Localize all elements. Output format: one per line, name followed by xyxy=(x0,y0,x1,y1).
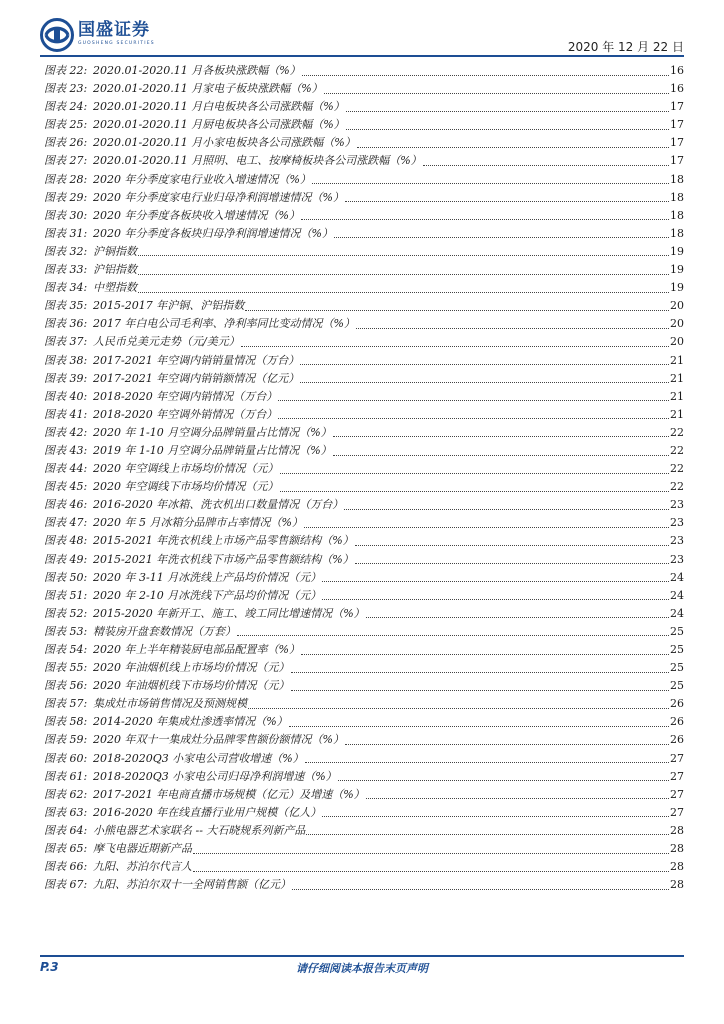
dot-leader xyxy=(345,193,669,202)
figure-title: 人民币兑美元走势（元/美元） xyxy=(93,335,240,349)
toc-entry[interactable] xyxy=(44,333,684,351)
toc-entry[interactable] xyxy=(44,514,684,532)
dot-leader xyxy=(301,646,669,655)
figure-title: 2020.01-2020.11 月照明、电工、按摩椅板块各公司涨跌幅（%） xyxy=(93,154,422,168)
dot-leader xyxy=(305,754,669,763)
figure-label: 图表 50: xyxy=(44,570,88,584)
figure-label: 图表 56: xyxy=(44,679,88,693)
page-ref: 18 xyxy=(670,226,684,240)
figure-title: 2020.01-2020.11 月各板块涨跌幅（%） xyxy=(93,64,301,77)
figure-title: 2020 年分季度各板块归母净利润增速情况（%） xyxy=(93,226,333,240)
dot-leader xyxy=(423,157,669,166)
disclaimer-note: 请仔细阅读本报告末页声明 xyxy=(296,962,428,975)
toc-entry[interactable] xyxy=(44,641,684,659)
page-ref: 26 xyxy=(670,697,684,711)
toc-entry[interactable] xyxy=(44,352,684,370)
dot-leader xyxy=(278,410,669,419)
dot-leader xyxy=(289,718,669,727)
page-ref: 23 xyxy=(670,552,684,566)
dot-leader xyxy=(334,229,669,238)
figure-label: 图表 60: xyxy=(44,751,88,765)
figure-title: 2020 年 5 月冰箱分品牌市占率情况（%） xyxy=(93,516,303,530)
figure-title: 2020 年空调线下市场均价情况（元） xyxy=(93,480,279,494)
figure-title: 精装房开盘套数情况（万套） xyxy=(93,624,236,638)
figure-title: 2020 年 3-11 月冰洗线上产品均价情况（元） xyxy=(93,570,322,584)
figure-title: 2020.01-2020.11 月厨电板块各公司涨跌幅（%） xyxy=(93,118,345,132)
page-ref: 17 xyxy=(670,154,684,168)
page-ref: 26 xyxy=(670,733,684,747)
page-ref: 22 xyxy=(670,462,684,476)
dot-leader xyxy=(366,790,669,799)
page-ref: 16 xyxy=(670,64,684,77)
toc-entry[interactable] xyxy=(44,62,684,80)
page-ref: 22 xyxy=(670,480,684,494)
toc-entry[interactable] xyxy=(44,279,684,297)
toc-entry[interactable] xyxy=(44,804,684,822)
figure-label: 图表 25: xyxy=(44,118,88,132)
toc-entry[interactable] xyxy=(44,750,684,768)
toc-entry[interactable] xyxy=(44,623,684,641)
page-ref: 28 xyxy=(670,842,684,856)
report-date: 2020 年 12 月 22 日 xyxy=(567,40,684,54)
dot-leader xyxy=(301,211,669,220)
figure-label: 图表 64: xyxy=(44,823,88,837)
figure-title: 2020 年分季度家电行业收入增速情况（%） xyxy=(93,172,311,186)
page-ref: 27 xyxy=(670,769,684,783)
toc-entry[interactable] xyxy=(44,532,684,550)
dot-leader xyxy=(241,338,669,347)
page-ref: 17 xyxy=(670,136,684,150)
figure-title: 小熊电器艺术家联名 -- 大石晓规系列新产品 xyxy=(93,823,306,837)
figure-title: 2020 年 2-10 月冰洗线下产品均价情况（元） xyxy=(93,588,322,602)
figure-title: 2020.01-2020.11 月白电板块各公司涨跌幅（%） xyxy=(93,100,345,114)
toc-entry[interactable] xyxy=(44,695,684,713)
page-ref: 17 xyxy=(670,118,684,132)
figure-title: 2018-2020Q3 小家电公司归母净利润增速（%） xyxy=(93,769,337,783)
toc-entry[interactable] xyxy=(44,822,684,840)
figure-title: 中塑指数 xyxy=(93,281,137,295)
toc-entry[interactable] xyxy=(44,116,684,134)
figure-title: 摩飞电器近期新产品 xyxy=(93,842,192,856)
toc-entry[interactable] xyxy=(44,406,684,424)
page-ref: 18 xyxy=(670,208,684,222)
toc-entry[interactable] xyxy=(44,858,684,876)
dot-leader xyxy=(322,808,669,817)
page-ref: 27 xyxy=(670,805,684,819)
dot-leader xyxy=(355,555,669,564)
dot-leader xyxy=(245,302,669,311)
figure-label: 图表 54: xyxy=(44,643,88,656)
toc-entry[interactable] xyxy=(44,768,684,786)
figure-label: 图表 28: xyxy=(44,172,88,186)
page-ref: 25 xyxy=(670,643,684,656)
figure-label: 图表 42: xyxy=(44,425,88,439)
dot-leader xyxy=(138,284,669,293)
dot-leader xyxy=(333,447,669,456)
toc-entry[interactable] xyxy=(44,569,684,587)
toc-entry[interactable] xyxy=(44,876,684,894)
toc-entry[interactable] xyxy=(44,134,684,152)
figure-label: 图表 26: xyxy=(44,136,88,150)
toc-entry[interactable] xyxy=(44,677,684,695)
toc-entry[interactable] xyxy=(44,225,684,243)
figure-label: 图表 36: xyxy=(44,317,88,331)
figure-label: 图表 52: xyxy=(44,606,88,620)
toc-entry[interactable] xyxy=(44,315,684,333)
dot-leader xyxy=(278,392,669,401)
page-ref: 22 xyxy=(670,443,684,457)
guosheng-logo-icon xyxy=(40,18,74,52)
toc-entry[interactable] xyxy=(44,98,684,116)
figure-title: 2020 年上半年精装厨电部品配置率（%） xyxy=(93,643,300,656)
figure-label: 图表 58: xyxy=(44,715,88,729)
page-header xyxy=(40,18,684,58)
toc-entry[interactable] xyxy=(44,460,684,478)
dot-leader xyxy=(333,428,669,437)
figure-title: 2015-2021 年洗衣机线上市场产品零售额结构（%） xyxy=(93,534,354,548)
dot-leader xyxy=(344,501,669,510)
page-ref: 19 xyxy=(670,263,684,277)
toc-entry[interactable] xyxy=(44,80,684,98)
figure-label: 图表 44: xyxy=(44,462,88,476)
figure-label: 图表 41: xyxy=(44,407,88,421)
page-ref: 21 xyxy=(670,389,684,403)
dot-leader xyxy=(138,247,669,256)
figure-label: 图表 27: xyxy=(44,154,88,168)
toc-entry[interactable] xyxy=(44,424,684,442)
figure-label: 图表 23: xyxy=(44,82,88,96)
page-ref: 28 xyxy=(670,823,684,837)
dot-leader xyxy=(304,519,669,528)
figure-label: 图表 35: xyxy=(44,299,88,313)
page-ref: 27 xyxy=(670,787,684,801)
figure-label: 图表 65: xyxy=(44,842,88,856)
page-ref: 18 xyxy=(670,190,684,204)
page-ref: 19 xyxy=(670,281,684,295)
figure-label: 图表 24: xyxy=(44,100,88,114)
page-ref: 20 xyxy=(670,299,684,313)
figure-label: 图表 63: xyxy=(44,805,88,819)
figure-title: 2018-2020 年空调外销情况（万台） xyxy=(93,407,278,421)
page-ref: 21 xyxy=(670,371,684,385)
page-ref: 25 xyxy=(670,661,684,675)
page-ref: 28 xyxy=(670,860,684,874)
figure-title: 2015-2020 年新开工、施工、竣工同比增速情况（%） xyxy=(93,606,365,620)
dot-leader xyxy=(237,627,669,636)
dot-leader xyxy=(346,103,669,112)
toc-entry[interactable] xyxy=(44,551,684,569)
page-ref: 21 xyxy=(670,407,684,421)
toc-entry[interactable] xyxy=(44,840,684,858)
figure-title: 2020.01-2020.11 月小家电板块各公司涨跌幅（%） xyxy=(93,136,356,150)
toc-entry[interactable] xyxy=(44,152,684,170)
figure-label: 图表 31: xyxy=(44,226,88,240)
toc-entry[interactable] xyxy=(44,207,684,225)
page-ref: 17 xyxy=(670,100,684,114)
toc-entry[interactable] xyxy=(44,731,684,749)
figure-label: 图表 30: xyxy=(44,208,88,222)
figure-label: 图表 47: xyxy=(44,516,88,530)
figure-label: 图表 22: xyxy=(44,64,88,77)
dot-leader xyxy=(300,356,669,365)
dot-leader xyxy=(356,320,669,329)
dot-leader xyxy=(338,772,669,781)
dot-leader xyxy=(291,682,670,691)
figure-label: 图表 46: xyxy=(44,498,88,512)
page-ref: 26 xyxy=(670,715,684,729)
dot-leader xyxy=(302,67,669,76)
dot-leader xyxy=(193,863,669,872)
figure-title: 2018-2020Q3 小家电公司营收增速（%） xyxy=(93,751,304,765)
figure-label: 图表 53: xyxy=(44,624,88,638)
figure-label: 图表 48: xyxy=(44,534,88,548)
figure-list xyxy=(44,62,684,894)
figure-label: 图表 43: xyxy=(44,443,88,457)
dot-leader xyxy=(322,591,669,600)
toc-entry[interactable] xyxy=(44,478,684,496)
dot-leader xyxy=(193,845,669,854)
toc-entry[interactable] xyxy=(44,370,684,388)
figure-title: 2020 年双十一集成灶分品牌零售额份额情况（%） xyxy=(93,733,344,747)
page-ref: 24 xyxy=(670,570,684,584)
figure-label: 图表 37: xyxy=(44,335,88,349)
figure-label: 图表 39: xyxy=(44,371,88,385)
figure-label: 图表 67: xyxy=(44,878,88,892)
figure-label: 图表 55: xyxy=(44,661,88,675)
toc-entry[interactable] xyxy=(44,442,684,460)
dot-leader xyxy=(324,85,669,94)
toc-entry[interactable] xyxy=(44,713,684,731)
figure-title: 九阳、苏泊尔双十一全网销售额（亿元） xyxy=(93,878,291,892)
dot-leader xyxy=(280,465,670,474)
dot-leader xyxy=(345,736,669,745)
footer-divider xyxy=(40,955,684,957)
toc-entry[interactable] xyxy=(44,587,684,605)
page-ref: 25 xyxy=(670,624,684,638)
dot-leader xyxy=(355,537,669,546)
page-ref: 19 xyxy=(670,244,684,258)
page-ref: 23 xyxy=(670,534,684,548)
page-ref: 22 xyxy=(670,425,684,439)
figure-label: 图表 57: xyxy=(44,697,88,711)
dot-leader xyxy=(292,881,669,890)
figure-title: 2020 年空调线上市场均价情况（元） xyxy=(93,462,279,476)
page-ref: 21 xyxy=(670,353,684,367)
toc-entry[interactable] xyxy=(44,189,684,207)
page-ref: 16 xyxy=(670,82,684,96)
figure-label: 图表 51: xyxy=(44,588,88,602)
company-logo xyxy=(40,18,155,52)
toc-entry[interactable] xyxy=(44,659,684,677)
page-ref: 23 xyxy=(670,516,684,530)
figure-title: 2015-2021 年洗衣机线下市场产品零售额结构（%） xyxy=(93,552,354,566)
dot-leader xyxy=(346,121,669,130)
figure-label: 图表 49: xyxy=(44,552,88,566)
toc-entry[interactable] xyxy=(44,261,684,279)
figure-title: 2020 年 1-10 月空调分品牌销量占比情况（%） xyxy=(93,425,332,439)
figure-title: 2020 年油烟机线下市场均价情况（元） xyxy=(93,679,290,693)
figure-label: 图表 62: xyxy=(44,787,88,801)
figure-title: 2018-2020 年空调内销情况（万台） xyxy=(93,389,278,403)
figure-title: 2017-2021 年空调内销销额情况（亿元） xyxy=(93,371,300,385)
figure-title: 2020 年分季度家电行业归母净利润增速情况（%） xyxy=(93,190,344,204)
page-ref: 27 xyxy=(670,751,684,765)
figure-title: 2020 年油烟机线上市场均价情况（元） xyxy=(93,661,290,675)
dot-leader xyxy=(322,573,669,582)
toc-entry[interactable] xyxy=(44,786,684,804)
figure-title: 2017-2021 年空调内销销量情况（万台） xyxy=(93,353,300,367)
figure-label: 图表 33: xyxy=(44,263,88,277)
figure-title: 2017-2021 年电商直播市场规模（亿元）及增速（%） xyxy=(93,787,365,801)
dot-leader xyxy=(138,266,669,275)
figure-title: 2016-2020 年冰箱、洗衣机出口数量情况（万台） xyxy=(93,498,344,512)
logo-english-name: GUOSHENG SECURITIES xyxy=(78,41,155,46)
figure-label: 图表 32: xyxy=(44,244,88,258)
figure-label: 图表 59: xyxy=(44,733,88,747)
figure-title: 沪铜指数 xyxy=(93,244,137,258)
dot-leader xyxy=(357,139,669,148)
figure-title: 2017 年白电公司毛利率、净利率同比变动情况（%） xyxy=(93,317,355,331)
logo-chinese-name: 国盛证券 xyxy=(78,20,150,40)
page-ref: 20 xyxy=(670,335,684,349)
page-ref: 18 xyxy=(670,172,684,186)
toc-entry[interactable] xyxy=(44,496,684,514)
toc-entry[interactable] xyxy=(44,605,684,623)
toc-entry[interactable] xyxy=(44,243,684,261)
figure-title: 2015-2017 年沪铜、沪铝指数 xyxy=(93,299,245,313)
dot-leader xyxy=(300,374,669,383)
page-ref: 20 xyxy=(670,317,684,331)
figure-label: 图表 66: xyxy=(44,860,88,874)
page-number: P.3 xyxy=(40,960,59,974)
page-ref: 25 xyxy=(670,679,684,693)
page-ref: 24 xyxy=(670,588,684,602)
toc-entry[interactable] xyxy=(44,388,684,406)
figure-label: 图表 34: xyxy=(44,281,88,295)
figure-label: 图表 38: xyxy=(44,353,88,367)
dot-leader xyxy=(280,483,670,492)
dot-leader xyxy=(366,609,669,618)
figure-title: 2016-2020 年在线直播行业用户规模（亿人） xyxy=(93,805,322,819)
page-ref: 28 xyxy=(670,878,684,892)
figure-title: 2019 年 1-10 月空调分品牌销量占比情况（%） xyxy=(93,443,332,457)
toc-entry[interactable] xyxy=(44,171,684,189)
page-ref: 23 xyxy=(670,498,684,512)
dot-leader xyxy=(312,175,669,184)
figure-title: 2020 年分季度各板块收入增速情况（%） xyxy=(93,208,300,222)
page-ref: 24 xyxy=(670,606,684,620)
dot-leader xyxy=(306,826,669,835)
toc-entry[interactable] xyxy=(44,297,684,315)
figure-label: 图表 29: xyxy=(44,190,88,204)
figure-title: 集成灶市场销售情况及预测规模 xyxy=(93,697,247,711)
dot-leader xyxy=(291,664,670,673)
figure-label: 图表 45: xyxy=(44,480,88,494)
figure-title: 2014-2020 年集成灶渗透率情况（%） xyxy=(93,715,288,729)
header-divider xyxy=(40,55,684,57)
figure-label: 图表 40: xyxy=(44,389,88,403)
figure-title: 九阳、苏泊尔代言人 xyxy=(93,860,192,874)
dot-leader xyxy=(248,700,669,709)
figure-label: 图表 61: xyxy=(44,769,88,783)
figure-title: 沪铝指数 xyxy=(93,263,137,277)
figure-title: 2020.01-2020.11 月家电子板块涨跌幅（%） xyxy=(93,82,323,96)
